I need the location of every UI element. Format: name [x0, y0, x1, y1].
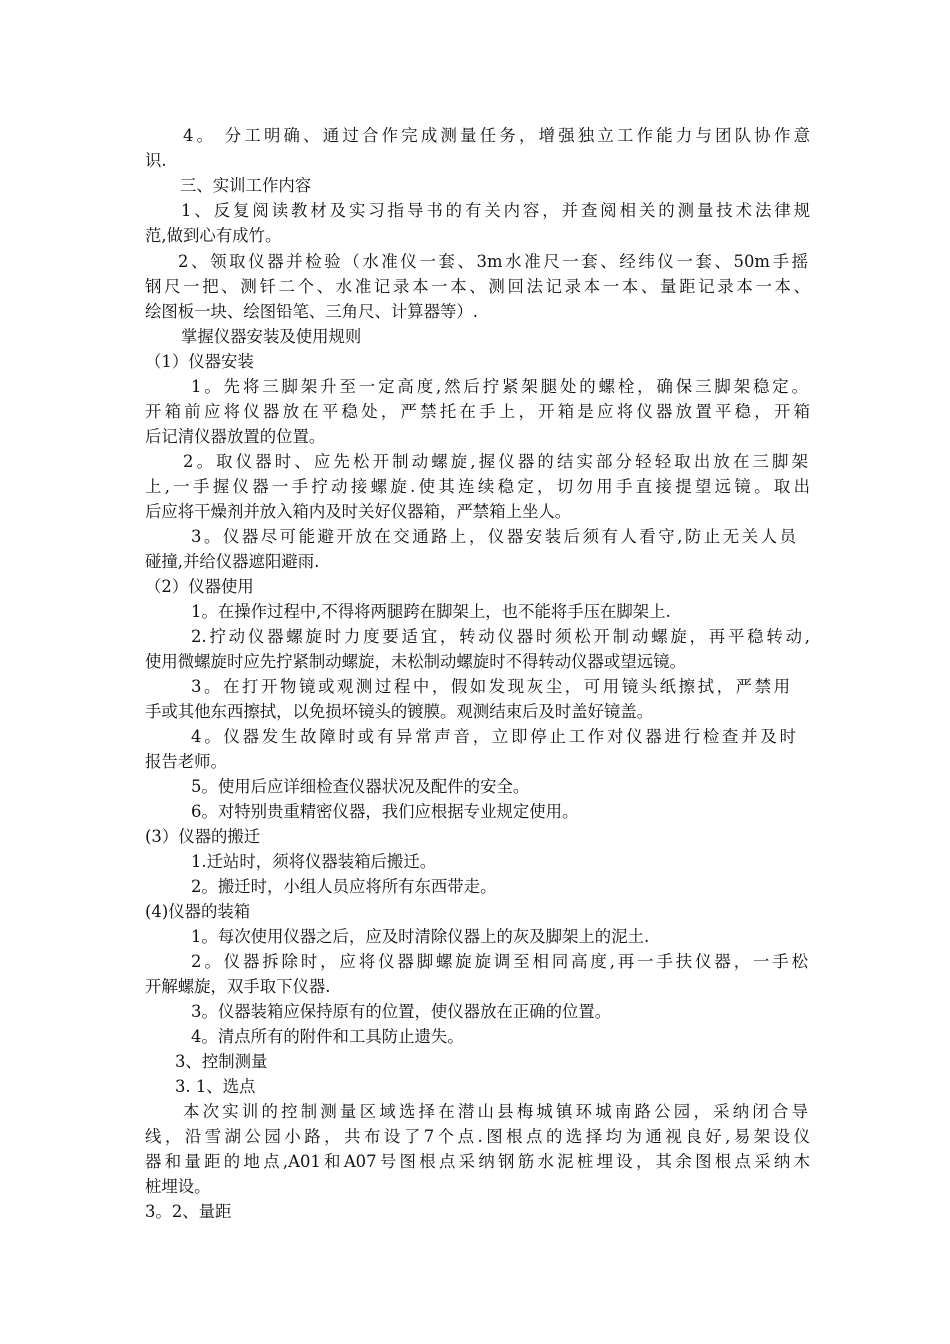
text-line: 3。仪器装箱应保持原有的位置，使仪器放在正确的位置。 [191, 1002, 612, 1021]
text-line: 上,一手握仪器一手拧动接螺旋.使其连续稳定，切勿用手直接提望远镜。取出 [145, 477, 810, 496]
text-line: 2。仪器拆除时，应将仪器脚螺旋旋调至相同高度,再一手扶仪器，一手松 [191, 952, 808, 971]
text-line: 6。对特别贵重精密仪器，我们应根据专业规定使用。 [191, 802, 579, 821]
text-line: 器和量距的地点,A01和A07号图根点采纳钢筋水泥桩埋设，其余图根点采纳木 [145, 1152, 810, 1171]
text-line: 2。搬迁时，小组人员应将所有东西带走。 [191, 877, 497, 896]
text-line: 1.迁站时，须将仪器装箱后搬迁。 [191, 852, 437, 871]
text-line: 桩埋设。 [145, 1177, 211, 1196]
section-heading: 三、实训工作内容 [180, 176, 312, 195]
text-line: 线，沿雪湖公园小路，共布设了7个点.图根点的选择均为通视良好,易架设仪 [145, 1127, 810, 1146]
text-line: 4。清点所有的附件和工具防止遗失。 [191, 1027, 464, 1046]
text-line: 2。取仪器时、应先松开制动螺旋,握仪器的结实部分轻轻取出放在三脚架 [183, 452, 808, 471]
text-line: 开箱前应将仪器放在平稳处，严禁托在手上，开箱是应将仪器放置平稳，开箱 [145, 402, 810, 421]
text-line: 1、反复阅读教材及实习指导书的有关内容，并查阅相关的测量技术法律规 [181, 201, 810, 220]
section-heading: 3、控制测量 [175, 1052, 268, 1071]
text-line: 识. [145, 151, 167, 170]
text-line: 后记清仪器放置的位置。 [145, 427, 326, 446]
subsection-heading: 3。2、量距 [145, 1202, 232, 1221]
text-line: 范,做到心有成竹。 [145, 226, 282, 245]
text-line: 4。 分工明确、通过合作完成测量任务，增强独立工作能力与团队协作意 [183, 126, 810, 145]
text-line: 使用微螺旋时应先拧紧制动螺旋，未松制动螺旋时不得转动仪器或望远镜。 [145, 652, 686, 671]
text-line: 3。仪器尽可能避开放在交通路上，仪器安装后须有人看守,防止无关人员 [191, 527, 796, 546]
text-line: 3。在打开物镜或观测过程中，假如发现灰尘，可用镜头纸擦拭，严禁用 [191, 677, 790, 696]
text-line: 4。仪器发生故障时或有异常声音，立即停止工作对仪器进行检查并及时 [191, 727, 796, 746]
subsection-heading: 3. 1、选点 [175, 1077, 256, 1096]
text-line: 1。每次使用仪器之后，应及时清除仪器上的灰及脚架上的泥土. [191, 927, 650, 946]
subsection-heading: （2）仪器使用 [145, 577, 254, 596]
text-line: 后应将干燥剂并放入箱内及时关好仪器箱，严禁箱上坐人。 [145, 502, 572, 521]
text-line: 5。使用后应详细检查仪器状况及配件的安全。 [191, 777, 530, 796]
text-line: 开解螺旋，双手取下仪器. [145, 977, 331, 996]
text-line: 1。在操作过程中,不得将两腿跨在脚架上，也不能将手压在脚架上. [191, 602, 671, 621]
text-line: 绘图板一块、绘图铅笔、三角尺、计算器等）. [145, 302, 479, 321]
subsection-heading: (3）仪器的搬迁 [145, 827, 261, 846]
text-line: 2、领取仪器并检验（水准仪一套、3m水准尺一套、经纬仪一套、50m手摇 [178, 252, 808, 271]
subsection-heading: 掌握仪器安装及使用规则 [181, 327, 362, 346]
text-line: 报告老师。 [145, 752, 227, 771]
text-line: 2.拧动仪器螺旋时力度要适宜，转动仪器时须松开制动螺旋，再平稳转动, [191, 627, 810, 646]
text-line: 钢尺一把、测钎二个、水准记录本一本、测回法记录本一本、量距记录本一本、 [145, 277, 810, 296]
text-line: 本次实训的控制测量区域选择在潜山县梅城镇环城南路公园，采纳闭合导 [183, 1102, 808, 1121]
text-line: 碰撞,并给仪器遮阳避雨. [145, 552, 320, 571]
subsection-heading: (4)仪器的装箱 [145, 902, 251, 921]
subsection-heading: （1）仪器安装 [145, 352, 254, 371]
text-line: 手或其他东西擦拭，以免损坏镜头的镀膜。观测结束后及时盖好镜盖。 [145, 702, 654, 721]
text-line: 1。先将三脚架升至一定高度,然后拧紧架腿处的螺栓，确保三脚架稳定。 [191, 377, 808, 396]
